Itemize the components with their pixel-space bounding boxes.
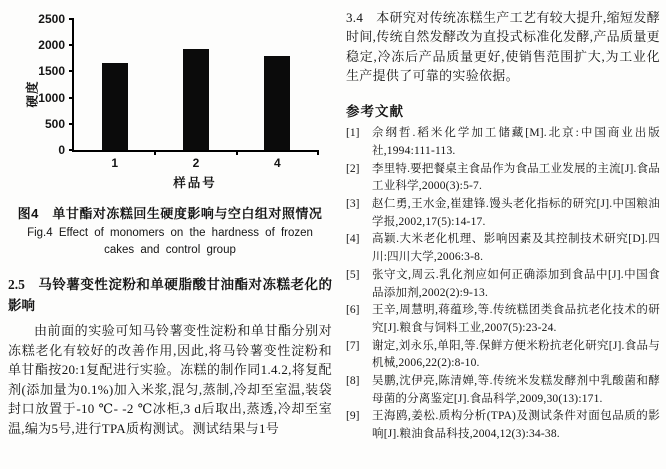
reference-number: [3] bbox=[346, 198, 360, 210]
reference-number: [5] bbox=[346, 268, 360, 281]
y-tick-mark bbox=[69, 97, 74, 99]
reference-number: [7] bbox=[346, 339, 360, 352]
reference-text: 谢定,刘永乐,单阳,等.保鲜方便米粉抗老化研究[J].食品与机械,2006,22(2):8-10. bbox=[372, 339, 660, 370]
reference-item bbox=[346, 302, 660, 337]
y-tick-label: 0 bbox=[58, 143, 65, 157]
x-tick-label: 4 bbox=[273, 156, 281, 170]
plot-area bbox=[38, 12, 318, 170]
reference-text: 李里特.要把餐桌主食品作为食品工业发展的主流[J].食品工业科学,2000(3):5-7. bbox=[372, 162, 660, 193]
y-tick-label: 500 bbox=[44, 116, 65, 131]
x-tick-mark bbox=[154, 150, 156, 155]
bar-sample-4 bbox=[264, 56, 290, 150]
reference-text: 吴鹏,沈伊亮,陈清婵,等.传统米发糕发酵剂中乳酸菌和酵母菌的分离鉴定[J].食品科学,2009,30(13):171. bbox=[372, 375, 660, 405]
section-3-4-paragraph bbox=[346, 8, 660, 85]
references-heading: 参考文献 bbox=[346, 104, 404, 120]
reference-item bbox=[346, 125, 660, 160]
y-tick-mark bbox=[69, 44, 74, 46]
reference-number: [4] bbox=[346, 233, 360, 246]
figure-caption bbox=[8, 203, 332, 258]
y-tick-mark bbox=[69, 18, 74, 20]
bar-sample-1 bbox=[102, 63, 128, 151]
left-column bbox=[8, 5, 332, 469]
reference-list bbox=[346, 125, 660, 444]
reference-number: [6] bbox=[346, 304, 360, 317]
x-tick-label: 2 bbox=[192, 156, 200, 170]
right-column bbox=[346, 5, 660, 469]
reference-item bbox=[346, 373, 660, 408]
reference-item bbox=[346, 161, 660, 196]
reference-number: [8] bbox=[346, 375, 360, 388]
section-2-5-heading bbox=[8, 275, 332, 316]
reference-text: 王辛,周慧明,蒋蕴珍,等.传统糕团类食品抗老化技术的研究[J].粮食与饲料工业,2007(5):23-24. bbox=[372, 304, 660, 334]
reference-item bbox=[346, 196, 660, 231]
reference-item bbox=[346, 267, 660, 302]
section-number: 2.5 bbox=[8, 277, 25, 292]
section-2-5-paragraph: 由前面的实验可知马铃薯变性淀粉和单甘酯分别对冻糕老化有较好的改善作用,因此,将马铃薯变性淀粉和单甘酯按20:1复配进行实验。冻糕的制作同1.4.2,将复配剂(添加量为0.1%)加入米浆,混匀,蒸制,冷却至室温,装袋封口放置于-10 ℃- -2 ℃冰柜,3 d后取出,蒸透,冷却至室温,编为5号,进行TPA质构测试。测试结果与1号 bbox=[8, 323, 332, 436]
reference-number: [2] bbox=[346, 162, 360, 175]
figure4-bar-chart bbox=[8, 5, 332, 189]
reference-number: [1] bbox=[346, 127, 360, 140]
y-tick-label: 2000 bbox=[38, 38, 65, 53]
reference-item bbox=[346, 338, 660, 373]
reference-item bbox=[346, 231, 660, 266]
bar-sample-2 bbox=[183, 49, 209, 150]
section-title: 马铃薯变性淀粉和单硬脂酸甘油酯对冻糕老化的影响 bbox=[8, 277, 332, 313]
reference-text: 张守文,周云.乳化剂应如何正确添加到食品中[J].中国食品添加剂,2002(2):9-13. bbox=[372, 268, 660, 299]
figure-caption-english-line2: cakes and control group bbox=[104, 243, 236, 256]
figure-caption-english-line1: Fig.4 Effect of monomers on the hardness of frozen bbox=[27, 227, 313, 239]
section-text: 本研究对传统冻糕生产工艺有较大提升,缩短发酵时间,传统自然发酵改为直投式标准化发酵,产品质量更稳定,冷冻后产品质量更好,使销售范围扩大,为工业化生产提供了可靠的实验依据。 bbox=[346, 10, 660, 83]
figure-caption-english bbox=[8, 225, 332, 258]
reference-text: 高颖.大米老化机理、影响因素及其控制技术研究[D].四川:四川大学,2006:3-8. bbox=[372, 233, 660, 264]
reference-text: 佘纲哲.稻米化学加工储藏[M].北京:中国商业出版社,1994:111-113. bbox=[372, 127, 660, 157]
y-tick-mark bbox=[69, 123, 74, 125]
reference-item bbox=[346, 408, 660, 443]
y-tick-label: 2500 bbox=[38, 12, 65, 26]
x-tick-mark bbox=[236, 150, 238, 155]
y-axis-title: 硬度 bbox=[25, 80, 40, 108]
reference-number: [9] bbox=[346, 410, 360, 423]
section-number: 3.4 bbox=[346, 10, 364, 25]
y-tick-label: 1500 bbox=[38, 64, 65, 79]
reference-text: 赵仁勇,王水金,崔建锋.馒头老化指标的研究[J].中国粮油学报,2002,17(5):14-17. bbox=[372, 198, 660, 228]
x-tick-mark bbox=[317, 150, 319, 155]
figure-caption-chinese: 图4 单甘酯对冻糕回生硬度影响与空白组对照情况 bbox=[17, 206, 323, 221]
x-tick-label: 1 bbox=[111, 156, 118, 170]
y-tick-label: 1000 bbox=[38, 90, 65, 105]
y-tick-mark bbox=[69, 70, 74, 72]
y-tick-mark bbox=[69, 149, 74, 151]
x-axis-title: 样品号 bbox=[173, 176, 217, 190]
reference-text: 王海鸥,姜松.质构分析(TPA)及测试条件对面包品质的影响[J].粮油食品科技,2004,12(3):34-38. bbox=[372, 410, 660, 441]
